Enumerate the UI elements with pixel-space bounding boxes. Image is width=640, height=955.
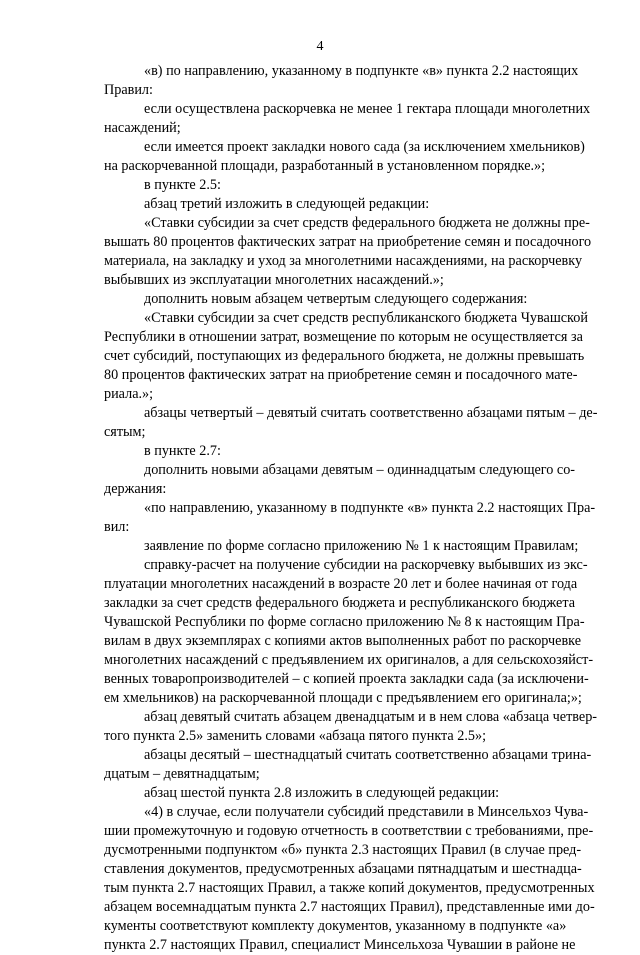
paragraph: дополнить новым абзацем четвертым следующего содержания: xyxy=(144,291,528,307)
page-number: 4 xyxy=(316,39,324,54)
paragraph: абзацы десятый – шестнадцатый считать соответственно абзацами трина- дцатым – девятнадцатым; xyxy=(104,747,592,782)
paragraph: абзац шестой пункта 2.8 изложить в следующей редакции: xyxy=(144,785,500,801)
paragraph: дополнить новыми абзацами девятым – одиннадцатым следующего со- держания: xyxy=(104,462,576,497)
paragraph: абзац третий изложить в следующей редакции: xyxy=(144,196,430,212)
paragraph: абзац девятый считать абзацем двенадцатым и в нем слова «абзаца четвер- того пункта 2.5» заменить словами «абзаца пятого пункта 2.5»; xyxy=(104,709,598,744)
paragraph: «в) по направлению, указанному в подпункте «в» пункта 2.2 настоящих Правил: xyxy=(104,63,579,98)
paragraph: «Ставки субсидии за счет средств федерального бюджета не должны пре- вышать 80 процентов фактических затрат на приобретение семян и посадочного материала, на закладку и уход за многолетними насаждениями, на раскорчевку выбывших из эксплуатации многолетних насаждений.»; xyxy=(104,215,592,288)
paragraph: справку-расчет на получение субсидии на раскорчевку выбывших из экс- плуатации многолетних насаждений в возрасте 20 лет и более начиная от года закладки за счет средств федерального бюджета и республиканского бюджета Чувашской Республики по форме согласно приложению № 8 к настоящим Пра- вилам в двух экземплярах с копиями актов выполненных работ по раскорчевке многолетних насаждений с предъявлением их оригиналов, а для сельскохозяйст- венных товаропроизводителей – с копией проекта закладки сада (за исключени- ем хмельников) на раскорчеванной площади с предъявлением его оригинала;»; xyxy=(104,557,594,706)
document-body xyxy=(104,62,598,955)
paragraph: если осуществлена раскорчевка не менее 1 гектара площади многолетних насаждений; xyxy=(104,101,591,136)
paragraph: «4) в случае, если получатели субсидий представили в Минсельхоз Чува- шии промежуточную и годовую отчетность в соответствии с требованиями, пре- дусмотренными подпунктом «б» пункта 2.3 настоящих Правил (в случае пред- ставления документов, предусмотренных абзацами пятнадцатым и шестнадца- тым пункта 2.7 настоящих Правил, а также копий документов, предусмотренных абзацем восемнадцатым пункта 2.7 настоящих Правил), представленные ими до- кументы соответствуют комплекту документов, указанному в подпункте «а» пункта 2.7 настоящих Правил, специалист Минсельхоза Чувашии в районе не xyxy=(104,804,595,953)
paragraph: если имеется проект закладки нового сада (за исключением хмельников) на раскорчеванной площади, разработанный в установленном порядке.»; xyxy=(104,139,585,174)
paragraph: в пункте 2.5: xyxy=(144,177,221,193)
paragraph: абзацы четвертый – девятый считать соответственно абзацами пятым – де- сятым; xyxy=(104,405,598,440)
paragraph: «Ставки субсидии за счет средств республиканского бюджета Чувашской Республики в отношении затрат, возмещение по которым не осуществляется за счет субсидий, поступающих из федерального бюджета, не должны превышать 80 процентов фактических затрат на приобретение семян и посадочного мате- риала.»; xyxy=(104,310,588,402)
paragraph: заявление по форме согласно приложению № 1 к настоящим Правилам; xyxy=(144,538,579,554)
paragraph: в пункте 2.7: xyxy=(144,443,221,459)
paragraph: «по направлению, указанному в подпункте «в» пункта 2.2 настоящих Пра- вил: xyxy=(104,500,596,535)
